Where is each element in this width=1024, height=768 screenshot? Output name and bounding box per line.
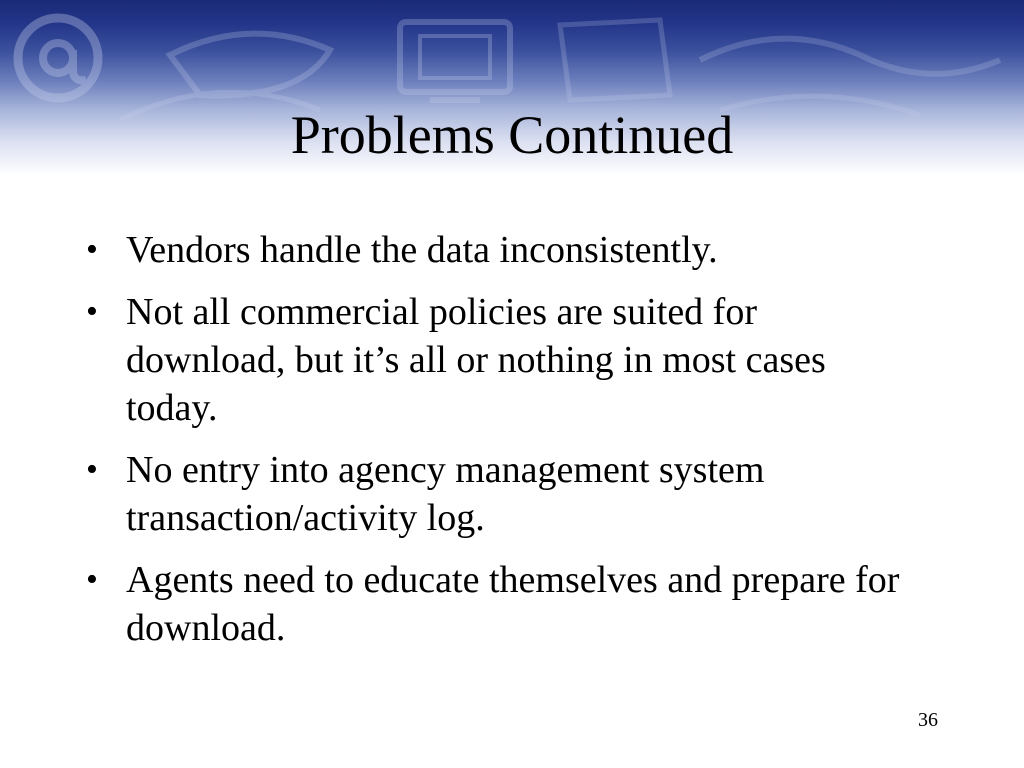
bullet-text: Not all commercial policies are suited for download, but it’s all or nothing in most cases today. xyxy=(126,291,826,429)
bullet-list xyxy=(86,226,916,666)
bullet-text: Agents need to educate themselves and prepare for download. xyxy=(126,559,900,649)
bullet-text: Vendors handle the data inconsistently. xyxy=(126,229,718,271)
bullet-item xyxy=(86,556,916,652)
bullet-item xyxy=(86,288,916,432)
bullet-icon: • xyxy=(86,561,98,598)
page-number: 36 xyxy=(918,709,938,731)
monitor-icon xyxy=(400,22,510,100)
bullet-icon: • xyxy=(86,231,98,268)
bullet-item xyxy=(86,226,916,274)
bullet-item xyxy=(86,446,916,542)
slide-title: Problems Continued xyxy=(290,105,734,165)
bullet-icon: • xyxy=(86,451,98,488)
bullet-icon: • xyxy=(86,293,98,330)
bullet-text: No entry into agency management system transaction/activity log. xyxy=(126,449,765,539)
at-sign-icon xyxy=(18,18,98,98)
